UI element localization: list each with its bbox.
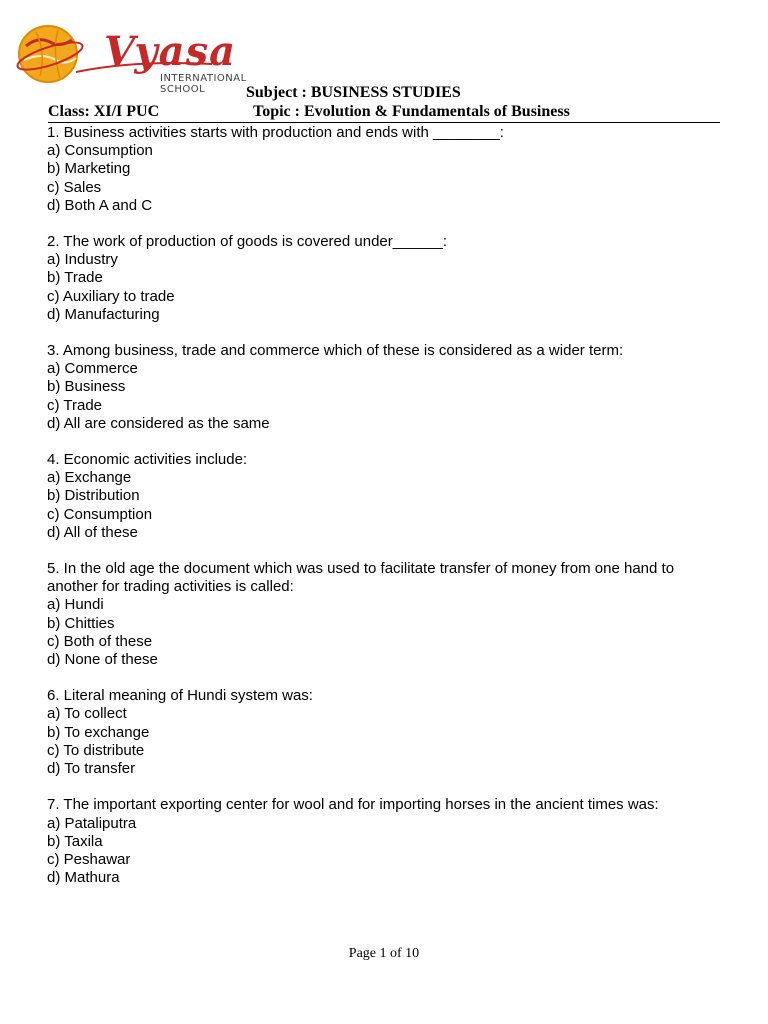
class-label: Class: XI/I PUC xyxy=(48,103,160,120)
answer-option: d) Both A and C xyxy=(47,196,153,214)
answer-option: b) Business xyxy=(47,378,126,396)
answer-option: a) Industry xyxy=(47,251,118,269)
question-text: 5. In the old age the document which was used to facilitate transfer of money from one hand to another for trading activities is called: xyxy=(47,560,675,596)
question-item xyxy=(47,124,727,215)
answer-option: a) To collect xyxy=(47,705,127,723)
answer-option: b) To exchange xyxy=(47,723,150,741)
question-item xyxy=(47,342,727,433)
answer-option: d) None of these xyxy=(47,651,158,669)
class-topic-line xyxy=(48,103,720,123)
answer-option: b) Taxila xyxy=(47,832,103,850)
question-item xyxy=(47,451,727,542)
answer-option: d) To transfer xyxy=(47,760,136,778)
question-item xyxy=(47,560,727,669)
answer-option: a) Pataliputra xyxy=(47,814,137,832)
answer-option: a) Exchange xyxy=(47,469,132,487)
logo-brand-text: Vyasa xyxy=(104,28,237,75)
question-text: 1. Business activities starts with production and ends with ________: xyxy=(47,124,504,141)
answer-option: b) Chitties xyxy=(47,614,115,632)
answer-option: c) Peshawar xyxy=(47,850,131,868)
question-item xyxy=(47,687,727,778)
page-number: Page 1 of 10 xyxy=(348,946,420,961)
answer-option: b) Distribution xyxy=(47,487,140,505)
question-text: 4. Economic activities include: xyxy=(47,451,248,469)
answer-option: d) All of these xyxy=(47,523,138,541)
answer-option: c) Consumption xyxy=(47,505,153,523)
question-text: 7. The important exporting center for wool and for importing horses in the ancient times was: xyxy=(47,796,659,814)
answer-option: c) Sales xyxy=(47,178,102,196)
answer-option: b) Marketing xyxy=(47,160,131,178)
answer-option: d) Manufacturing xyxy=(47,305,160,323)
answer-option: a) Hundi xyxy=(47,596,104,614)
answer-option: a) Commerce xyxy=(47,360,138,378)
question-text: 2. The work of production of goods is covered under______: xyxy=(47,233,447,251)
question-item xyxy=(47,796,727,887)
subject-heading: Subject : BUSINESS STUDIES xyxy=(246,84,461,101)
logo-subtitle: INTERNATIONAL SCHOOL xyxy=(160,73,247,95)
school-logo xyxy=(14,18,274,95)
question-text: 6. Literal meaning of Hundi system was: xyxy=(47,687,313,705)
topic-label: Topic : Evolution & Fundamentals of Business xyxy=(253,103,570,120)
answer-option: c) To distribute xyxy=(47,741,145,759)
answer-option: d) All are considered as the same xyxy=(47,414,270,432)
answer-option: b) Trade xyxy=(47,269,103,287)
answer-option: a) Consumption xyxy=(47,142,153,160)
question-text: 3. Among business, trade and commerce which of these is considered as a wider term: xyxy=(47,342,624,360)
question-item xyxy=(47,233,727,324)
answer-option: d) Mathura xyxy=(47,869,120,887)
answer-option: c) Both of these xyxy=(47,632,153,650)
question-list xyxy=(47,124,727,905)
answer-option: c) Trade xyxy=(47,396,103,414)
answer-option: c) Auxiliary to trade xyxy=(47,287,175,305)
